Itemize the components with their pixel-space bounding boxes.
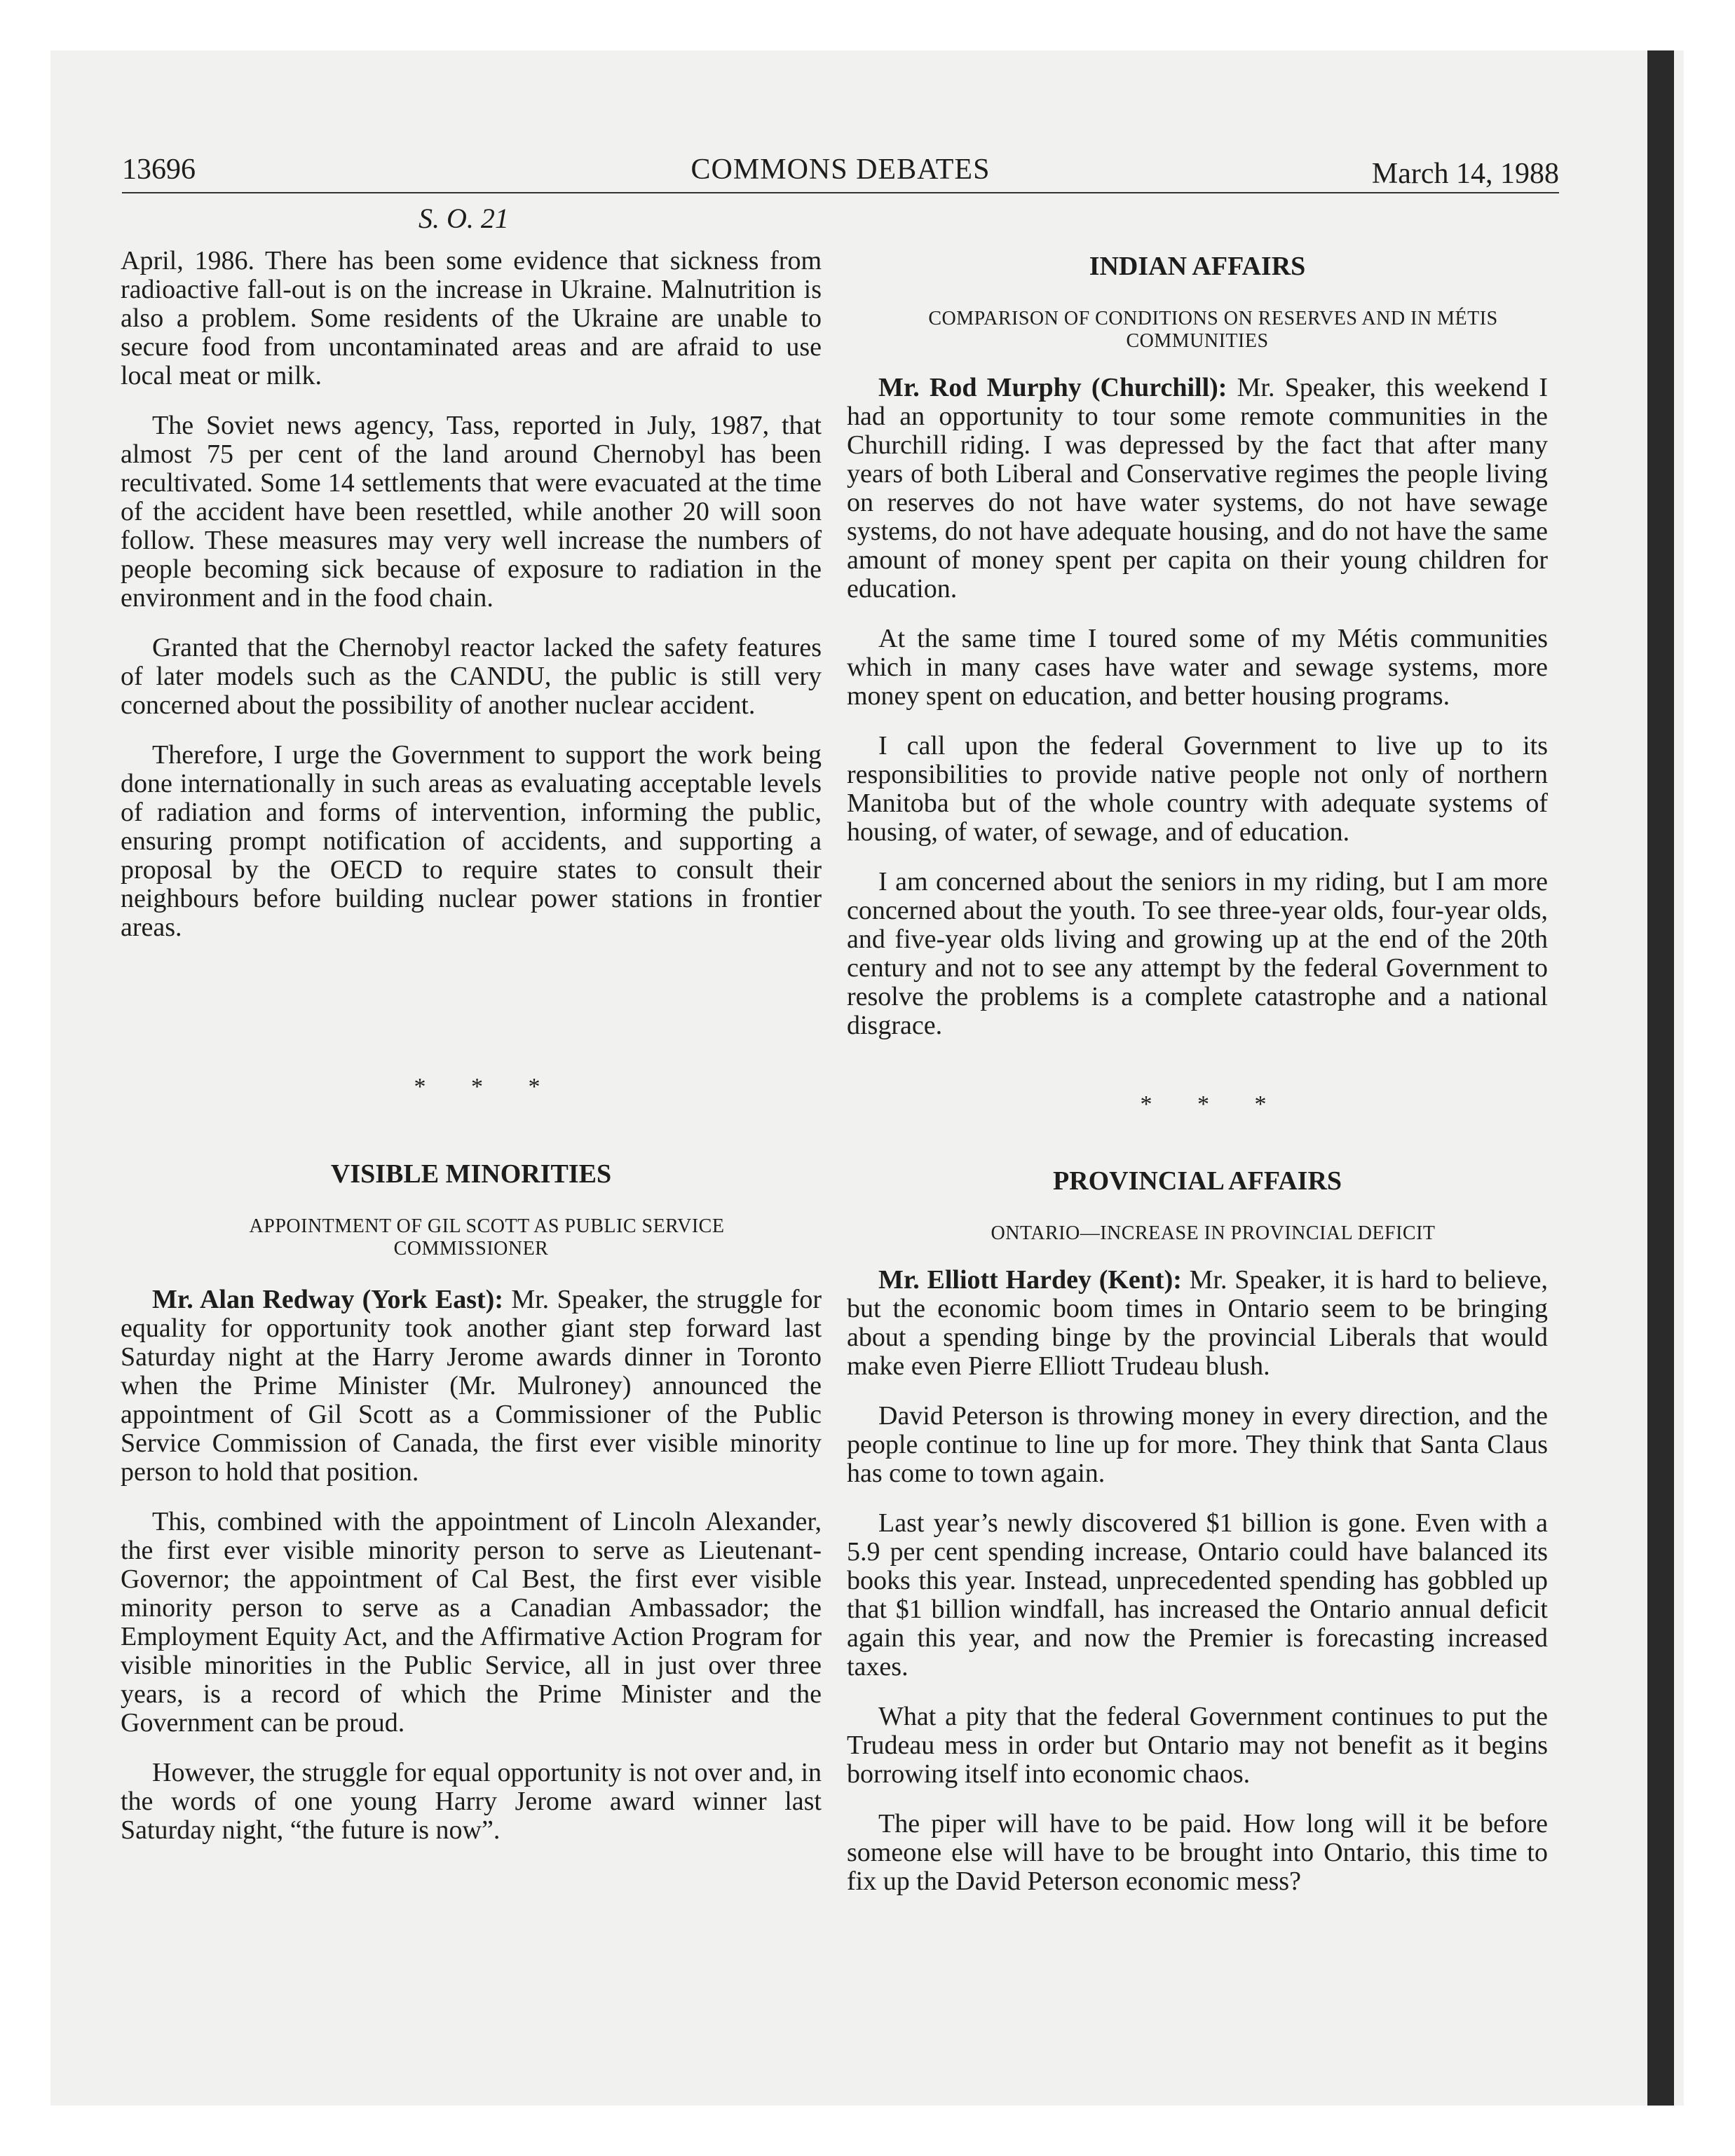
speaker-name: Mr. Rod Murphy (Churchill): — [878, 373, 1227, 402]
right-column-top — [847, 252, 1548, 1061]
speaker-name: Mr. Alan Redway (York East): — [152, 1285, 503, 1314]
page-number: 13696 — [122, 153, 196, 186]
section-heading: VISIBLE MINORITIES — [330, 1159, 612, 1189]
paragraph: David Peterson is throwing money in every direction, and the people continue to line up for more. They think that Santa Claus has come to town again. — [847, 1401, 1548, 1488]
paragraph: Last year’s newly discovered $1 billion is gone. Even with a 5.9 per cent spending increase, Ontario could have balanced its books this year. Instead, unprecedented spending has gobbled up that $1 billion windfall, has increased the Ontario annual deficit again this year, and now the Premier is forecasting increased taxes. — [847, 1508, 1548, 1681]
paragraph: However, the struggle for equal opportunity is not over and, in the words of one young Harry Jerome award winner last Saturday night, “the future is now”. — [121, 1758, 822, 1845]
scan-edge — [1647, 50, 1674, 2106]
paragraph: The Soviet news agency, Tass, reported in July, 1987, that almost 75 per cent of the land around Chernobyl has been recultivated. Some 14 settlements that were evacuated at the time of the accident have been resettled, while another 20 will soon follow. These measures may very well increase the numbers of people becoming sick because of exposure to radiation in the environment and in the food chain. — [121, 411, 822, 613]
paragraph: I call upon the federal Government to live up to its responsibilities to provide native people not only of northern Manitoba but of the whole country with adequate systems of housing, of water, of sewage, and of education. — [847, 731, 1548, 847]
section-subheading: APPOINTMENT OF GIL SCOTT AS PUBLIC SERVICE COMMISSIONER — [249, 1215, 725, 1260]
speech-text: Mr. Speaker, it is hard to believe, but the economic boom times in Ontario seem to be bringing about a spending binge by the provincial Liberals that would make even Pierre Elliott Trudeau blush. — [847, 1265, 1549, 1381]
speaker-name: Mr. Elliott Hardey (Kent): — [878, 1265, 1182, 1295]
speech-paragraph — [847, 1266, 1548, 1381]
section-heading: INDIAN AFFAIRS — [1089, 252, 1306, 281]
speech-paragraph — [121, 1285, 822, 1487]
paragraph: April, 1986. There has been some evidence that sickness from radioactive fall-out is on the increase in Ukraine. Malnutrition is also a problem. Some residents of the Ukraine are unable to secure food from uncontaminated areas and are afraid to use local meat or milk. — [121, 246, 822, 390]
paragraph: The piper will have to be paid. How long will it be before someone else will have to be brought into Ontario, this time to fix up the David Peterson economic mess? — [847, 1809, 1548, 1896]
section-separator: * * * — [414, 1074, 560, 1100]
right-section-separator — [847, 1090, 1548, 1119]
left-section-separator — [121, 1072, 822, 1101]
paragraph: Granted that the Chernobyl reactor lacked the safety features of later models such as the CANDU, the public is still very concerned about the possibility of another nuclear accident. — [121, 633, 822, 720]
page-header — [122, 153, 1559, 193]
left-column-top — [121, 247, 822, 963]
section-label: S. O. 21 — [419, 203, 509, 234]
section-subheading: COMPARISON OF CONDITIONS ON RESERVES AND IN MÉTIS COMMUNITIES — [928, 308, 1498, 352]
page-date: March 14, 1988 — [1371, 158, 1559, 190]
paragraph: This, combined with the appointment of Lincoln Alexander, the first ever visible minority person to serve as Lieutenant-Governor; the appointment of Cal Best, the first ever visible minority person to serve as a Canadian Ambassador; the Employment Equity Act, and the Affirmative Action Program for visible minorities in the Public Service, all in just over three years, is a record of which the Prime Minister and the Government can be proud. — [121, 1507, 822, 1738]
section-separator: * * * — [1140, 1091, 1286, 1117]
paragraph: I am concerned about the seniors in my riding, but I am more concerned about the youth. To see three-year olds, four-year olds, and five-year olds living and growing up at the end of the 20th century and not to see any attempt by the federal Government to resolve the problems is a complete catastrophe and a national disgrace. — [847, 867, 1548, 1040]
paragraph: At the same time I toured some of my Métis communities which in many cases have water and sewage systems, more money spent on education, and better housing programs. — [847, 624, 1548, 711]
speech-text: Mr. Speaker, this weekend I had an opportunity to tour some remote communities in the Churchill riding. I was depressed by the fact that after many years of both Liberal and Conservative regimes the people living on reserves do not have water systems, do not have sewage systems, do not have adequate housing, and do not have the same amount of money spent per capita on their young children for education. — [847, 373, 1549, 603]
speech-paragraph — [847, 374, 1548, 603]
paragraph: Therefore, I urge the Government to support the work being done internationally in such areas as evaluating acceptable levels of radiation and forms of intervention, informing the public, ensuring prompt notification of accidents, and supporting a proposal by the OECD to require states to consult their neighbours before building nuclear power stations in frontier areas. — [121, 740, 822, 942]
left-column-bottom — [121, 1160, 822, 1866]
right-column-bottom — [847, 1167, 1548, 1917]
section-subheading: ONTARIO—INCREASE IN PROVINCIAL DEFICIT — [991, 1222, 1436, 1244]
speech-text: Mr. Speaker, the struggle for equality for opportunity took another giant step forward last Saturday night at the Harry Jerome awards dinner in Toronto when the Prime Minister (Mr. Mulroney) announced the appointment of Gil Scott as a Commissioner of the Public Service Commission of Canada, the first ever visible minority person to hold that position. — [121, 1285, 822, 1487]
publication-title: COMMONS DEBATES — [690, 153, 991, 186]
section-heading: PROVINCIAL AFFAIRS — [1052, 1166, 1342, 1196]
paragraph: What a pity that the federal Government continues to put the Trudeau mess in order but Ontario may not benefit as it begins borrowing itself into economic chaos. — [847, 1702, 1548, 1789]
